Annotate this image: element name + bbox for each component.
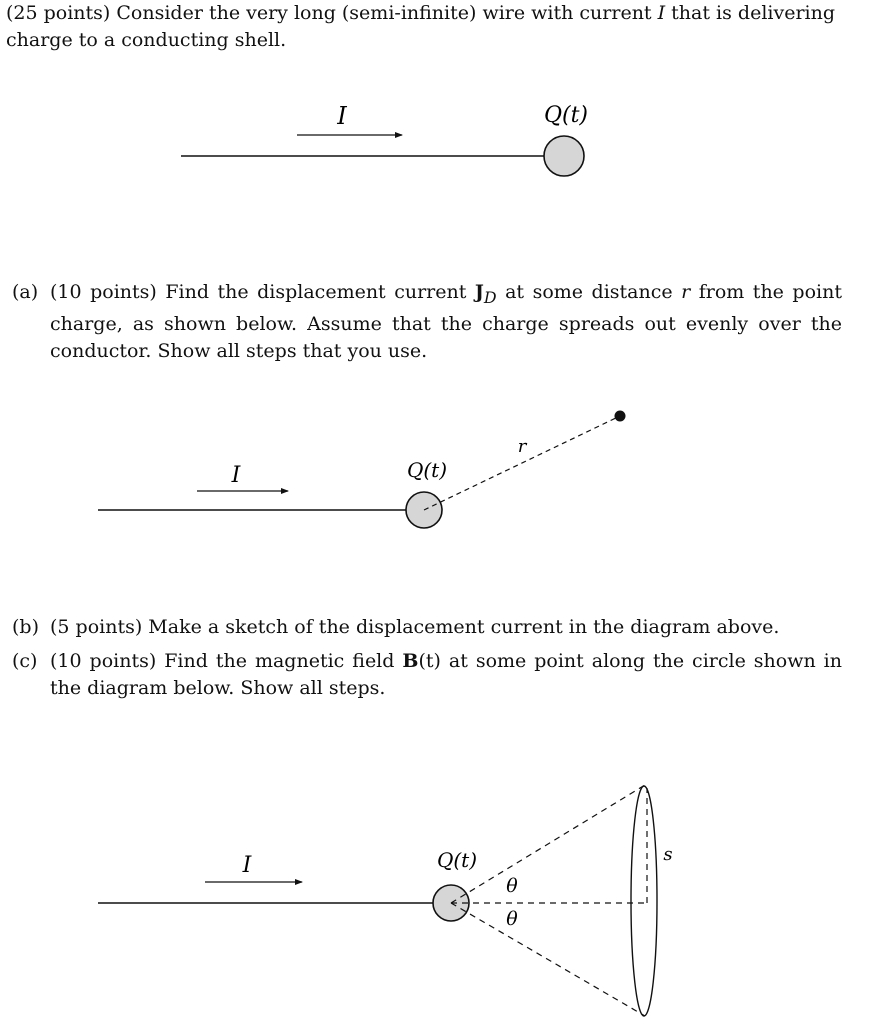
part-b-text: (5 points) Make a sketch of the displacement current in the diagram above.: [50, 616, 780, 638]
fig3-cone-upper-edge: [451, 785, 645, 903]
fig1-charge-label: Q(t): [543, 103, 589, 128]
part-a-text-1: (10 points) Find the displacement current: [50, 281, 475, 303]
fig3-angle-top-label: θ: [506, 875, 518, 897]
magnetic-field-symbol: B: [402, 650, 419, 672]
fig1-current-label: I: [337, 102, 347, 130]
displacement-current-symbol: J: [474, 281, 484, 303]
part-b-label: (b): [12, 616, 39, 638]
fig3-charge-label: Q(t): [436, 848, 478, 872]
fig3-current-label: I: [242, 853, 252, 878]
fig2-charge-label: Q(t): [406, 458, 448, 482]
intro-text-1: (25 points) Consider the very long (semi-infinite) wire with current: [6, 2, 658, 24]
fig2-distance-line: [424, 416, 620, 510]
magnetic-field-arg: (t): [418, 650, 441, 672]
part-c-text-2: at some point along the circle shown in the diagram below. Show all steps.: [50, 650, 842, 699]
fig2-distance-label: r: [517, 436, 527, 457]
fig3-amperian-loop: [631, 786, 657, 1016]
figure-2: [98, 411, 626, 529]
figure-3: [98, 785, 673, 1016]
part-c-text-1: (10 points) Find the magnetic field: [50, 650, 403, 672]
fig2-field-point: [615, 411, 626, 422]
fig3-angle-bottom-label: θ: [506, 908, 518, 930]
intro-text-2: that is delivering charge to a conducting shell.: [6, 2, 836, 51]
part-a-text-3: from the point charge, as shown below. Assume that the charge spreads out evenly over the conductor. Show all steps that you use.: [50, 281, 842, 362]
intro-current-var: I: [657, 2, 666, 24]
part-a-label: (a): [12, 281, 39, 303]
fig3-cone-lower-edge: [451, 903, 645, 1016]
figure-1: [181, 102, 588, 176]
part-c-label: (c): [12, 650, 38, 672]
fig3-radius-label: s: [663, 844, 673, 865]
fig1-conducting-shell: [544, 136, 584, 176]
fig2-current-label: I: [231, 463, 241, 488]
part-a-text-2: at some distance: [496, 281, 682, 303]
part-a-distance-var: r: [681, 281, 691, 303]
displacement-current-subscript: D: [483, 287, 497, 307]
